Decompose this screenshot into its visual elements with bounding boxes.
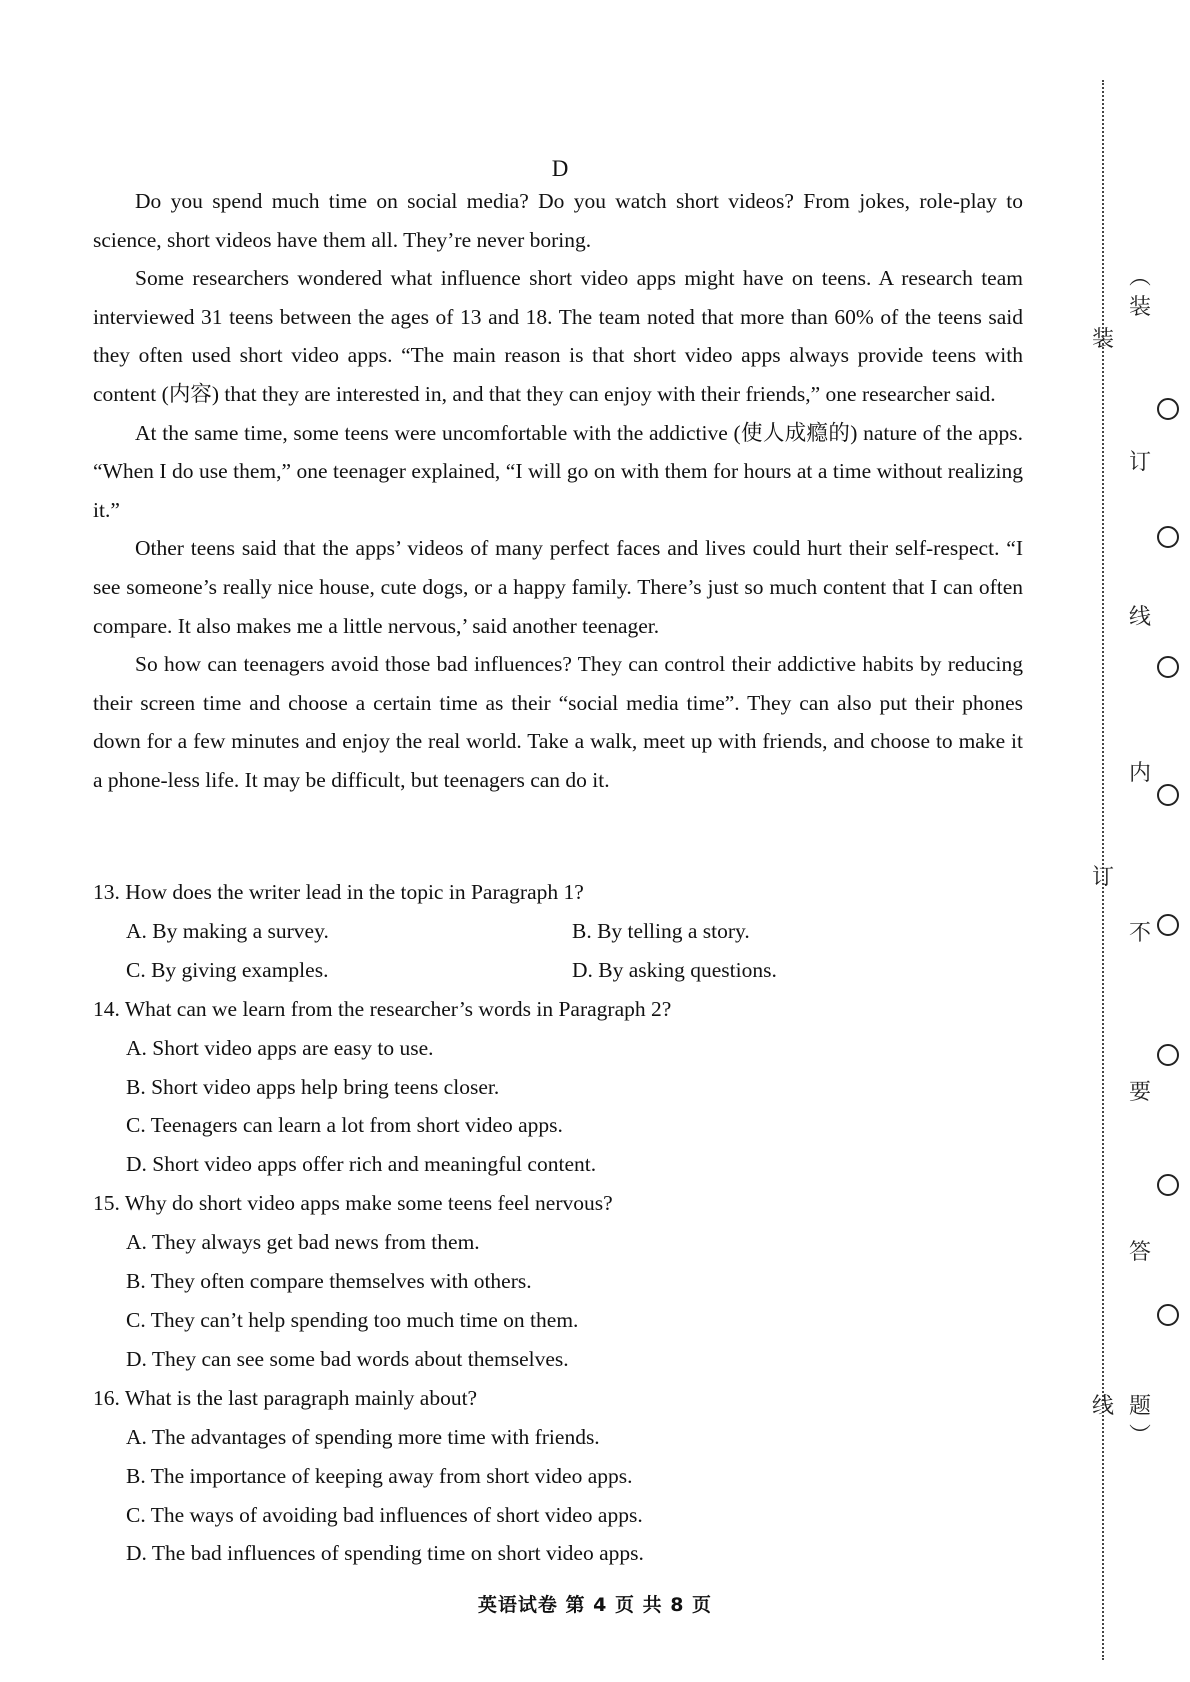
binding-mark-outer: 题 [1128,1394,1151,1419]
question-stem: 14. What can we learn from the researcher’s words in Paragraph 2? [93,996,672,1021]
binding-hole-circle [1157,1174,1179,1196]
question-15 [93,1184,993,1379]
passage-paragraph-2: Some researchers wondered what influence short video apps might have on teens. A research team interviewed 31 teens between the ages of 13 and 18. The team noted that more than 60% of the teens said they often used short video apps. “The main reason is that short video apps always provide teens with content (内容) that they are interested in, and that they can enjoy with their friends,” one researcher said. [93,266,1023,406]
passage-paragraph-5: So how can teenagers avoid those bad influences? They can control their addictive habits by reducing their screen time and choose a certain time as their “social media time”. They can also put their phones down for a few minutes and enjoy the real world. Take a walk, meet up with friends, and choose to make it a phone-less life. It may be difficult, but teenagers can do it. [93,652,1023,792]
binding-mark-inner: 线 [1091,1394,1114,1419]
binding-hole-circle [1157,1304,1179,1326]
binding-hole-circle [1157,1044,1179,1066]
binding-mark-outer: 内 [1128,761,1151,786]
passage-paragraph-3: At the same time, some teens were uncomfortable with the addictive (使人成瘾的) nature of the apps. “When I do use them,” one teenager explained, “I will go on with them for hours at a time without realizing it.” [93,420,1023,522]
page-footer: 英语试卷 第 4 页 共 8 页 [477,1594,713,1616]
binding-mark-outer: 装 [1128,295,1151,320]
binding-mark-outer: 线 [1128,605,1151,630]
section-letter: D [551,156,569,181]
option-b: B. Short video apps help bring teens closer. [126,1074,500,1099]
option-c: C. They can’t help spending too much time on them. [126,1307,579,1332]
option-a: A. The advantages of spending more time with friends. [126,1424,600,1449]
option-d: D. By asking questions. [572,957,777,982]
question-stem: 13. How does the writer lead in the topic in Paragraph 1? [93,880,584,904]
option-d: D. Short video apps offer rich and meaningful content. [126,1152,597,1177]
question-list [93,873,993,1573]
option-d: D. The bad influences of spending time on short video apps. [126,1541,644,1566]
option-a: A. They always get bad news from them. [126,1230,480,1255]
passage-paragraph-1: Do you spend much time on social media? Do you watch short videos? From jokes, role-play to science, short videos have them all. They’re never boring. [93,189,1023,252]
option-b: B. They often compare themselves with others. [126,1269,532,1294]
question-14 [93,990,993,1185]
binding-hole-circle [1157,784,1179,806]
binding-mark-inner: 订 [1091,865,1114,890]
binding-mark-outer: 答 [1128,1240,1151,1265]
binding-hole-circle [1157,398,1179,420]
binding-hole-circle [1157,656,1179,678]
question-stem: 16. What is the last paragraph mainly about? [93,1385,478,1410]
binding-mark-outer: 订 [1128,450,1151,475]
binding-mark-outer: ︵ [1128,265,1151,290]
binding-hole-circle [1157,526,1179,548]
binding-mark-outer: 不 [1128,921,1151,946]
binding-mark-outer: 要 [1128,1080,1151,1105]
option-b: B. By telling a story. [572,918,750,943]
question-stem: 15. Why do short video apps make some teens feel nervous? [93,1191,613,1216]
binding-hole-circle [1157,914,1179,936]
reading-passage [93,182,1023,800]
option-a: A. By making a survey. [126,918,329,943]
passage-paragraph-4: Other teens said that the apps’ videos of many perfect faces and lives could hurt their self-respect. “I see someone’s really nice house, cute dogs, or a happy family. There’s just so much content that I can often compare. It also makes me a little nervous,’ said another teenager. [93,536,1023,638]
option-b: B. The importance of keeping away from short video apps. [126,1463,633,1488]
option-d: D. They can see some bad words about themselves. [126,1346,569,1371]
binding-mark-outer: ︶ [1128,1424,1151,1449]
option-c: C. Teenagers can learn a lot from short video apps. [126,1113,563,1138]
binding-mark-inner: 装 [1091,327,1114,352]
option-a: A. Short video apps are easy to use. [126,1035,434,1060]
question-13 [93,873,993,990]
question-16 [93,1379,993,1574]
option-c: C. By giving examples. [126,957,329,982]
option-c: C. The ways of avoiding bad influences of short video apps. [126,1502,643,1527]
